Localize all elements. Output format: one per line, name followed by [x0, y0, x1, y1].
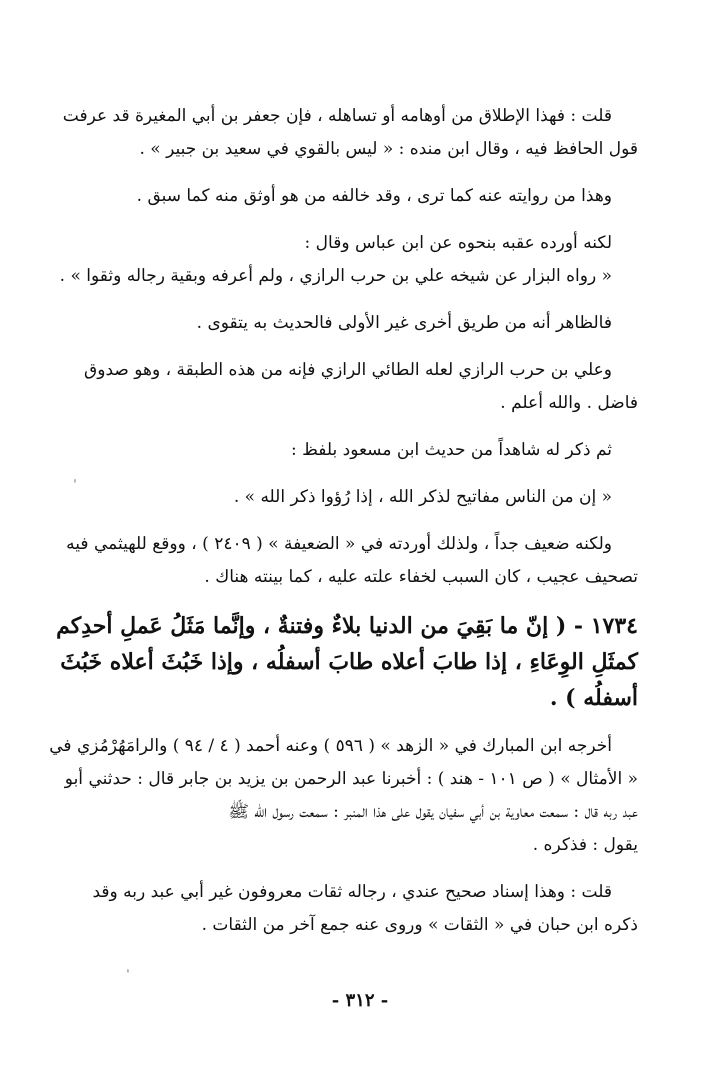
text-line: « إن من الناس مفاتيح لذكر الله ، إذا رُؤوا ذكر الله » .	[233, 487, 612, 507]
text-line: عبد ربه قال : سمعت معاوية بن أبي سفيان يقول على هذا المنبر : سمعت رسول الله ﷺ	[228, 802, 638, 822]
paragraph-4	[82, 307, 638, 340]
scan-mark: ˈ	[126, 968, 130, 984]
text-line: ثم ذكر له شاهداً من حديث ابن مسعود بلفظ :	[291, 440, 612, 460]
paragraph-3	[59, 227, 638, 293]
hadith-line: كمثَلِ الوِعَاءِ ، إذا طابَ أعلاه طابَ أسفلُه ، وإذا خَبُثَ أعلاه خَبُثَ	[60, 649, 638, 675]
text-line: ذكره ابن حبان في « الثقات » وروى عنه جمع آخر من الثقات .	[201, 915, 638, 935]
paragraph-9	[49, 730, 638, 862]
text-line: تصحيف عجيب ، كان السبب لخفاء علته عليه ، كما بينته هناك .	[204, 567, 638, 587]
paragraph-10	[82, 876, 638, 942]
text-line: وعلي بن حرب الرازي لعله الطائي الرازي فإنه من هذه الطبقة ، وهو صدوق	[84, 360, 612, 380]
text-line: وهذا من روايته عنه كما ترى ، وقد خالفه من هو أوثق منه كما سبق .	[136, 186, 612, 206]
paragraph-6	[82, 434, 638, 467]
text-line: ولكنه ضعيف جداً ، ولذلك أوردته في « الضعيفة » ( ٢٤٠٩ ) ، ووقع للهيثمي فيه	[66, 534, 612, 554]
text-line: فالظاهر أنه من طريق أخرى غير الأولى فالحديث به يتقوى .	[196, 313, 612, 333]
hadith-line: ١٧٣٤ - ( إنّ ما بَقِيَ من الدنيا بلاءٌ وفتنةٌ ، وإنَّما مَثَلُ عَملِ أحدِكم	[56, 613, 638, 639]
paragraph-5	[82, 354, 638, 420]
paragraph-2	[82, 180, 638, 213]
text-line: « رواه البزار عن شيخه علي بن حرب الرازي ، ولم أعرفه وبقية رجاله وثقوا » .	[59, 266, 612, 286]
page-body	[49, 100, 638, 956]
hadith-heading	[56, 608, 638, 716]
paragraph-8	[66, 528, 638, 594]
text-line: لكنه أورده عقبه بنحوه عن ابن عباس وقال :	[304, 233, 612, 253]
paragraph-1	[62, 100, 638, 166]
paragraph-7	[82, 481, 638, 514]
text-line: فاضل . والله أعلم .	[500, 393, 638, 413]
text-line: يقول : فذكره .	[532, 835, 638, 855]
text-line: قلت : فهذا الإطلاق من أوهامه أو تساهله ، فإن جعفر بن أبي المغيرة قد عرفت	[62, 106, 612, 126]
scan-mark: ˈ	[73, 478, 77, 494]
text-line: قلت : وهذا إسناد صحيح عندي ، رجاله ثقات معروفون غير أبي عبد ربه وقد	[92, 882, 612, 902]
text-line: قول الحافظ فيه ، وقال ابن منده : « ليس بالقوي في سعيد بن جبير » .	[139, 139, 638, 159]
text-line: أخرجه ابن المبارك في « الزهد » ( ٥٩٦ ) وعنه أحمد ( ٤ / ٩٤ ) والرامَهُرْمُزي في	[49, 736, 612, 756]
hadith-line: أسفلُه ) .	[549, 685, 638, 711]
page-number: - ٣١٢ -	[331, 990, 389, 1011]
text-line: « الأمثال » ( ص ١٠١ - هند ) : أخبرنا عبد الرحمن بن يزيد بن جابر قال : حدثني أبو	[64, 769, 638, 789]
